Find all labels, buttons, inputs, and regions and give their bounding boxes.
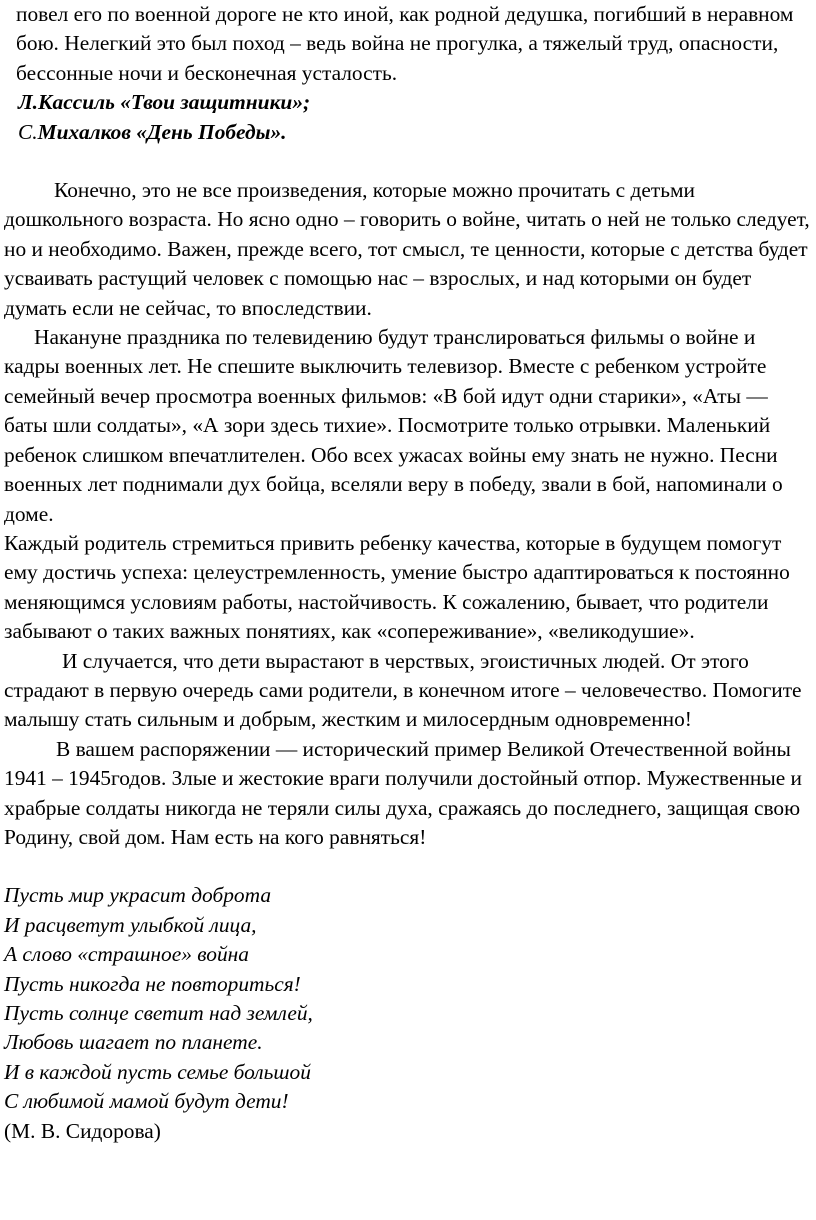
poem-line: А слово «страшное» война — [4, 942, 249, 967]
reference-kassil — [4, 88, 816, 117]
poem-author: (М. В. Сидорова) — [4, 1118, 161, 1143]
poem-line: Пусть мир украсит доброта — [4, 883, 272, 908]
reference-kassil-text: Л.Кассиль «Твои защитники»; — [18, 90, 311, 115]
poem-line: И расцветут улыбкой лица, — [4, 912, 257, 937]
intro-paragraph: повел его по военной дороге не кто иной, как родной дедушка, погибший в неравном бою. Нелегкий это был поход – ведь война не прогулка, а тяжелый труд, опасности, бессонные ночи и бесконечная усталость. — [16, 2, 794, 85]
reference-mikhalkov-lead: С. — [18, 119, 38, 144]
poem-line: Пусть никогда не повториться! — [4, 971, 301, 996]
poem-line: И в каждой пусть семье большой — [4, 1059, 311, 1084]
poem-line: Пусть солнце светит над землей, — [4, 1001, 313, 1025]
spacer — [4, 852, 816, 881]
reference-mikhalkov — [4, 118, 816, 147]
paragraph-television: Накануне праздника по телевидению будут транслироваться фильмы о войне и кадры военных лет. Не спешите выключить телевизор. Вместе с ребенком устройте семейный вечер просмотра военных фильмов: «В бой идут одни старики», «Аты — баты шли солдаты», «А зори здесь тихие». Посмотрите только отрывки. Маленький ребенок слишком впечатлителен. Обо всех ужасах войны ему знать не нужно. Песни военных лет поднимали дух бойца, вселяли веру в победу, звали в бой, напоминали о доме. — [4, 325, 783, 526]
paragraph-history: В вашем распоряжении — исторический пример Великой Отечественной войны 1941 – 1945годов. Злые и жестокие враги получили достойный отпор. Мужественные и храбрые солдаты никогда не теряли силы духа, сражаясь до последнего, защищая свою Родину, свой дом. Нам есть на кого равняться! — [4, 736, 803, 849]
paragraph-works: Конечно, это не все произведения, которые можно прочитать с детьми дошкольного возраста. Но ясно одно – говорить о войне, читать о ней не только следует, но и необходимо. Важен, прежде всего, тот смысл, те ценности, которые с детства будет усваивать растущий человек с помощью нас – взрослых, и над которыми он будет думать если не сейчас, то впоследствии. — [4, 178, 810, 320]
paragraph-qualities: Каждый родитель стремиться привить ребенку качества, которые в будущем помогут ему достичь успеха: целеустремленность, умение быстро адаптироваться к постоянно меняющимся условиям работы, настойчивость. К сожалению, бывает, что родители забывают о таких важных понятиях, как «сопереживание», «великодушие». — [4, 530, 790, 644]
poem — [4, 881, 816, 1116]
poem-line: Любовь шагает по планете. — [4, 1030, 263, 1055]
poem-line: С любимой мамой будут дети! — [4, 1089, 289, 1114]
paragraph-children: И случается, что дети вырастают в черствых, эгоистичных людей. От этого страдают в первую очередь сами родители, в конечном итоге – человечество. Помогите малышу стать сильным и добрым, жестким и милосердным одновременно! — [4, 648, 802, 732]
spacer — [4, 147, 816, 176]
reference-mikhalkov-text: Михалков «День Победы». — [37, 119, 287, 144]
